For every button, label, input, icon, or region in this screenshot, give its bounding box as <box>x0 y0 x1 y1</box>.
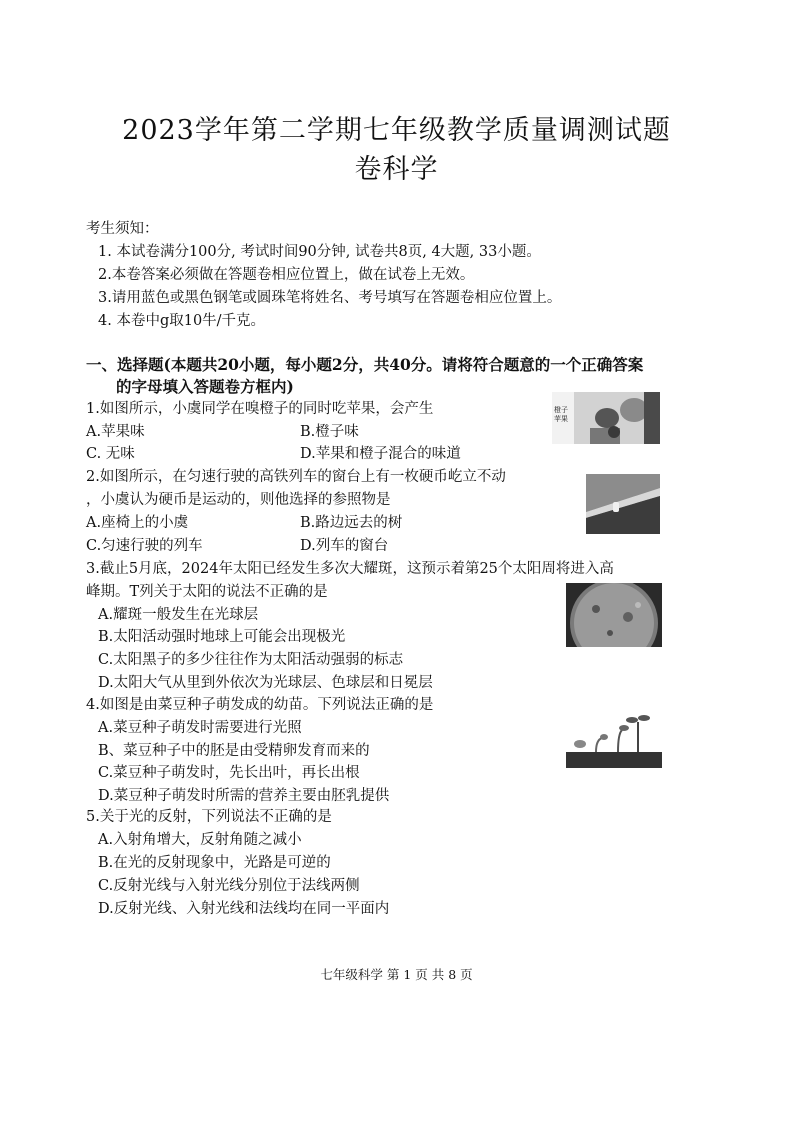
page-footer: 七年级科学 第 1 页 共 8 页 <box>320 967 473 982</box>
q4-option-a: A.菜豆种子萌发时需要进行光照 <box>98 720 302 736</box>
q1-option-a: A.苹果味 <box>86 424 145 440</box>
section-heading-cont: 的字母填入答题卷方框内) <box>116 377 294 396</box>
notice-item: 3.请用蓝色或黑色钢笔或圆珠笔将姓名、考号填写在答题卷相应位置上。 <box>98 290 562 306</box>
bean-seedling-photo <box>566 710 662 768</box>
q3-option-c: C.太阳黑子的多少往往作为太阳活动强弱的标志 <box>98 652 404 668</box>
notice-item: 4. 本卷中g取10牛/千克。 <box>98 313 266 329</box>
photo-label: 橙子 苹果 <box>554 406 568 423</box>
q2-option-c: C.匀速行驶的列车 <box>86 538 203 554</box>
question-5-stem: 5.关于光的反射，下列说法不正确的是 <box>86 809 332 825</box>
q3-option-b: B.太阳活动强时地球上可能会出现极光 <box>98 629 346 645</box>
sun-photo <box>566 583 662 647</box>
q5-option-a: A.入射角增大，反射角随之减小 <box>98 832 302 848</box>
q1-option-b: B.橙子味 <box>300 424 359 440</box>
q2-option-b: B.路边远去的树 <box>300 515 403 531</box>
page-title: 2023学年第二学期七年级教学质量调测试题 <box>122 115 671 146</box>
notice-heading: 考生须知： <box>86 221 159 237</box>
q1-option-d: D.苹果和橙子混合的味道 <box>300 446 461 462</box>
q3-option-a: A.耀斑一般发生在光球层 <box>98 607 259 623</box>
q4-option-b: B、菜豆种子中的胚是由受精卵发育而来的 <box>98 743 370 759</box>
page-subtitle: 卷科学 <box>354 154 439 185</box>
q5-option-d: D.反射光线、入射光线和法线均在同一平面内 <box>98 901 390 917</box>
orange-apple-photo <box>552 392 660 444</box>
q5-option-c: C.反射光线与入射光线分别位于法线两侧 <box>98 878 360 894</box>
notice-item: 2.本卷答案必须做在答题卷相应位置上，做在试卷上无效。 <box>98 267 475 283</box>
section-heading: 一、选择题(本题共20小题，每小题2分，共40分。请将符合题意的一个正确答案 <box>86 355 644 374</box>
q5-option-b: B.在光的反射现象中，光路是可逆的 <box>98 855 331 871</box>
q4-option-c: C.菜豆种子萌发时，先长出叶，再长出根 <box>98 765 360 781</box>
q1-option-c: C. 无味 <box>86 446 135 462</box>
question-1-stem: 1.如图所示，小虞同学在嗅橙子的同时吃苹果，会产生 <box>86 401 434 417</box>
question-2-stem: 2.如图所示，在匀速行驶的高铁列车的窗台上有一枚硬币屹立不动 <box>86 469 506 485</box>
question-4-stem: 4.如图是由菜豆种子萌发成的幼苗。下列说法正确的是 <box>86 697 434 713</box>
q2-option-a: A.座椅上的小虞 <box>86 515 189 531</box>
question-3-stem-cont: 峰期。T列关于太阳的说法不正确的是 <box>86 584 328 600</box>
q3-option-d: D.太阳大气从里到外依次为光球层、色球层和日冕层 <box>98 675 433 691</box>
q2-option-d: D.列车的窗台 <box>300 538 389 554</box>
question-3-stem: 3.截止5月底，2024年太阳已经发生多次大耀斑，这预示着第25个太阳周将进入高 <box>86 561 614 577</box>
q4-option-d: D.菜豆种子萌发时所需的营养主要由胚乳提供 <box>98 788 390 804</box>
train-window-coin-photo <box>586 474 660 534</box>
question-2-stem-cont: ，小虞认为硬币是运动的，则他选择的参照物是 <box>86 492 391 508</box>
notice-item: 1. 本试卷满分100分, 考试时间90分钟, 试卷共8页, 4大题, 33小题。 <box>98 244 541 260</box>
